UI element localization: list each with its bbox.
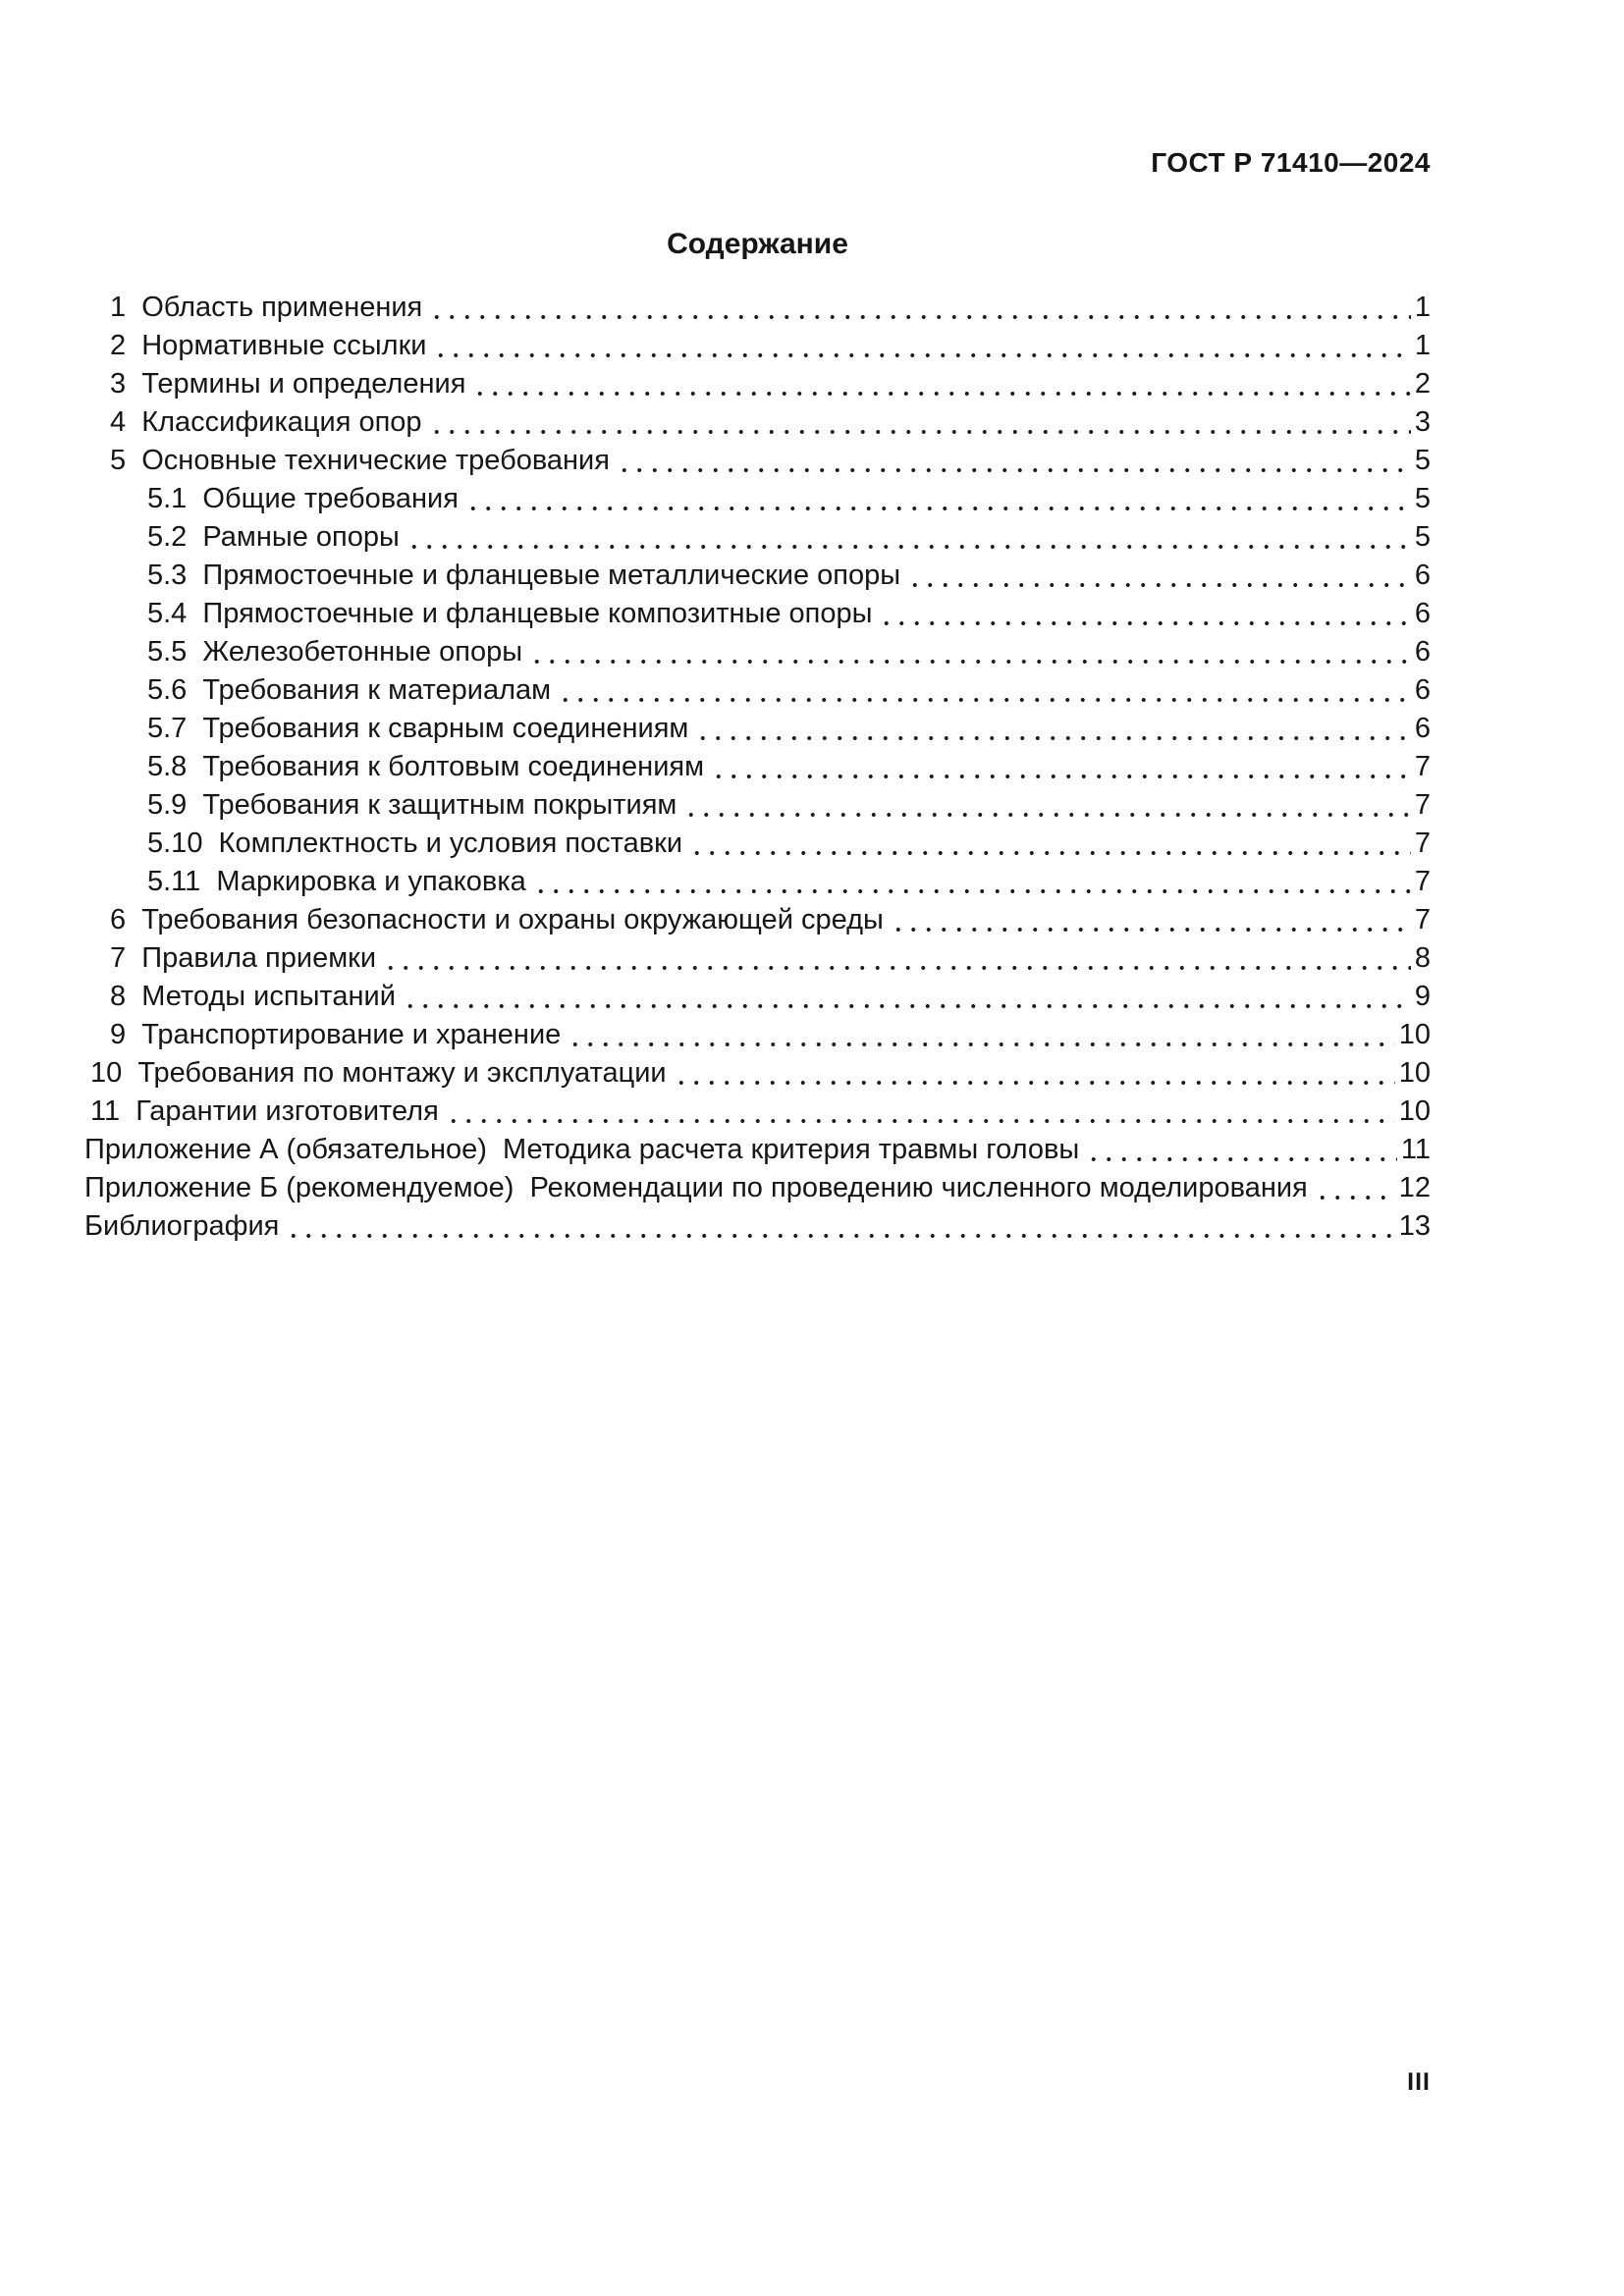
toc-entry — [84, 289, 1431, 327]
toc-entry-page: 7 — [1414, 828, 1431, 859]
toc-entry-page: 1 — [1414, 330, 1431, 361]
toc-entry-page: 10 — [1398, 1057, 1431, 1089]
toc-entry — [84, 1016, 1431, 1054]
dot-leader — [383, 939, 1411, 978]
dot-leader — [433, 327, 1410, 365]
toc-entry — [84, 403, 1431, 442]
toc-entry — [84, 825, 1431, 863]
toc-entry — [84, 939, 1431, 978]
dot-leader — [465, 480, 1411, 518]
toc-entry-page: 5 — [1414, 521, 1431, 553]
dot-leader — [568, 1016, 1394, 1054]
toc-entry — [84, 480, 1431, 518]
toc-entry-page: 5 — [1414, 445, 1431, 476]
standard-code: ГОСТ Р 71410—2024 — [1151, 147, 1431, 178]
toc-entry-label: 5.5 Железобетонные опоры — [147, 636, 523, 667]
toc-entry — [84, 1169, 1431, 1207]
toc-entry-page: 11 — [1400, 1134, 1431, 1165]
toc-entry-label: 2 Нормативные ссылки — [110, 330, 427, 361]
toc-entry — [84, 327, 1431, 365]
toc-entry-page: 6 — [1414, 598, 1431, 629]
dot-leader — [891, 901, 1411, 939]
toc-entry-label: Приложение Б (рекомендуемое) Рекомендации по проведению численного моделирования — [84, 1172, 1308, 1203]
toc-entry-page: 7 — [1414, 789, 1431, 821]
dot-leader — [403, 978, 1411, 1016]
dot-leader — [558, 671, 1411, 710]
toc-entry — [84, 1054, 1431, 1093]
toc-entry — [84, 786, 1431, 825]
page-title: Содержание — [667, 228, 848, 260]
toc-entry-label: 5 Основные технические требования — [110, 445, 610, 476]
toc-entry-label: 5.7 Требования к сварным соединениям — [147, 713, 689, 744]
toc-entry — [84, 978, 1431, 1016]
dot-leader — [472, 365, 1410, 403]
toc-entry-page: 5 — [1414, 483, 1431, 514]
dot-leader — [674, 1054, 1395, 1093]
dot-leader — [429, 289, 1411, 327]
toc-entry-label: 5.8 Требования к болтовым соединениям — [147, 751, 705, 782]
dot-leader — [1315, 1169, 1395, 1207]
dot-leader — [1086, 1131, 1397, 1169]
toc-entry-page: 9 — [1414, 981, 1431, 1012]
toc-entry — [84, 1093, 1431, 1131]
toc-entry-page: 13 — [1398, 1210, 1431, 1242]
folio-page-number: III — [1407, 2068, 1431, 2096]
toc-entry-label: 7 Правила приемки — [110, 942, 377, 974]
toc-entry-label: Библиография — [84, 1210, 280, 1242]
toc-entry-page: 6 — [1414, 636, 1431, 667]
toc-entry-label: 1 Область применения — [110, 292, 423, 323]
toc-entry — [84, 595, 1431, 633]
toc-entry-page: 6 — [1414, 674, 1431, 706]
toc-entry-page: 7 — [1414, 751, 1431, 782]
dot-leader — [695, 710, 1410, 748]
dot-leader — [529, 633, 1411, 671]
toc-entry — [84, 748, 1431, 786]
toc-entry-page: 6 — [1414, 713, 1431, 744]
toc-entry — [84, 863, 1431, 901]
toc-entry-label: 5.6 Требования к материалам — [147, 674, 552, 706]
dot-leader — [879, 595, 1410, 633]
toc-entry-label: 4 Классификация опор — [110, 406, 422, 438]
toc-entry-page: 7 — [1414, 904, 1431, 935]
toc-entry-label: 5.11 Маркировка и упаковка — [147, 866, 526, 897]
dot-leader — [711, 748, 1411, 786]
toc-entry — [84, 710, 1431, 748]
toc-entry-label: 8 Методы испытаний — [110, 981, 396, 1012]
dot-leader — [907, 557, 1411, 595]
toc-entry-label: 5.10 Комплектность и условия поставки — [147, 828, 683, 859]
toc-entry-label: 11 Гарантии изготовителя — [90, 1095, 439, 1127]
toc-entry-page: 7 — [1414, 866, 1431, 897]
table-of-contents — [84, 289, 1431, 1246]
toc-entry-label: 5.3 Прямостоечные и фланцевые металлические опоры — [147, 560, 901, 591]
toc-entry — [84, 518, 1431, 557]
toc-entry-page: 1 — [1414, 292, 1431, 323]
dot-leader — [446, 1093, 1395, 1131]
toc-entry-label: 9 Транспортирование и хранение — [110, 1019, 562, 1050]
toc-entry — [84, 633, 1431, 671]
dot-leader — [286, 1207, 1394, 1246]
toc-entry-page: 12 — [1398, 1172, 1431, 1203]
toc-entry — [84, 1131, 1431, 1169]
dot-leader — [406, 518, 1411, 557]
toc-entry — [84, 365, 1431, 403]
toc-entry-label: 3 Термины и определения — [110, 368, 466, 400]
toc-entry-label: 10 Требования по монтажу и эксплуатации — [90, 1057, 667, 1089]
toc-entry-page: 2 — [1414, 368, 1431, 400]
dot-leader — [689, 825, 1411, 863]
toc-entry — [84, 442, 1431, 480]
toc-entry-label: Приложение А (обязательное) Методика расчета критерия травмы головы — [84, 1134, 1080, 1165]
dot-leader — [617, 442, 1411, 480]
toc-entry-label: 5.2 Рамные опоры — [147, 521, 400, 553]
toc-entry-page: 3 — [1414, 406, 1431, 438]
toc-entry — [84, 557, 1431, 595]
toc-entry-page: 8 — [1414, 942, 1431, 974]
toc-entry-label: 5.9 Требования к защитным покрытиям — [147, 789, 677, 821]
toc-entry-page: 6 — [1414, 560, 1431, 591]
toc-entry-label: 6 Требования безопасности и охраны окружающей среды — [110, 904, 884, 935]
dot-leader — [429, 403, 1411, 442]
toc-entry-label: 5.4 Прямостоечные и фланцевые композитные опоры — [147, 598, 873, 629]
toc-entry-label: 5.1 Общие требования — [147, 483, 459, 514]
toc-entry — [84, 671, 1431, 710]
toc-entry — [84, 901, 1431, 939]
toc-entry — [84, 1207, 1431, 1246]
dot-leader — [533, 863, 1411, 901]
toc-entry-page: 10 — [1398, 1019, 1431, 1050]
dot-leader — [683, 786, 1411, 825]
toc-entry-page: 10 — [1398, 1095, 1431, 1127]
